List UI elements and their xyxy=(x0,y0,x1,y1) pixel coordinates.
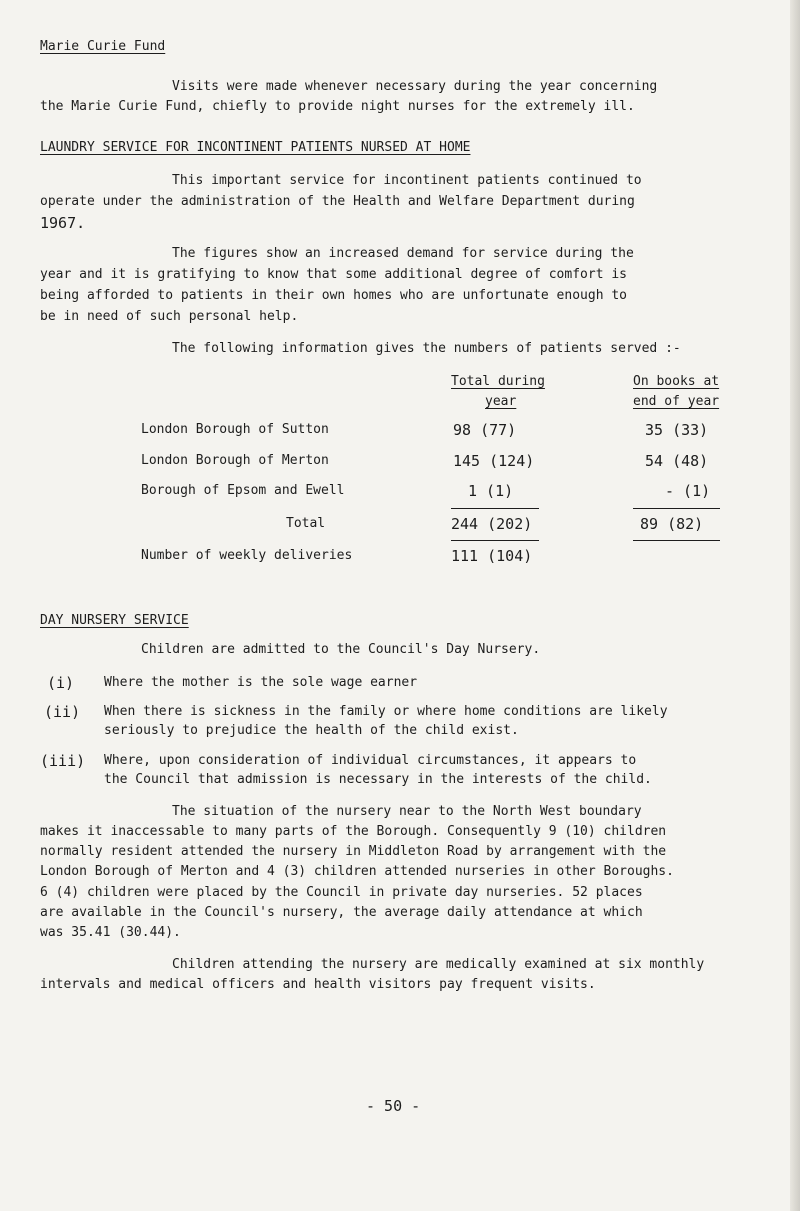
table-row-total: 98 (77) xyxy=(453,421,517,439)
weekly-deliveries-value: 111 (104) xyxy=(451,547,533,565)
table-total-value: 244 (202) xyxy=(451,515,533,533)
laundry-p1-line-2: operate under the administration of the Health and Welfare Department during xyxy=(40,194,635,209)
laundry-p1-line-1: This important service for incontinent patients continued to xyxy=(172,173,642,188)
table-row-label: Borough of Epsom and Ewell xyxy=(141,483,345,498)
day-nursery-intro: Children are admitted to the Council's Day Nursery. xyxy=(141,642,541,657)
list-item-text: seriously to prejudice the health of the child exist. xyxy=(104,723,519,738)
total-top-rule xyxy=(451,508,539,509)
day-nursery-p2-line-2: intervals and medical officers and health visitors pay frequent visits. xyxy=(40,977,596,992)
day-nursery-p1-line-7: was 35.41 (30.44). xyxy=(40,925,181,940)
list-item-marker: (i) xyxy=(47,674,75,692)
list-item-text: Where, upon consideration of individual circumstances, it appears to xyxy=(104,753,637,768)
day-nursery-p1-line-4: London Borough of Merton and 4 (3) children attended nurseries in other Boroughs. xyxy=(40,864,674,879)
table-row-books: - (1) xyxy=(665,482,711,500)
table-col-books-header-1: On books at xyxy=(633,374,720,389)
table-total-books: 89 (82) xyxy=(640,515,704,533)
laundry-p2-line-3: being afforded to patients in their own homes who are unfortunate enough to xyxy=(40,288,627,303)
marie-curie-heading: Marie Curie Fund xyxy=(40,39,166,54)
table-row-books: 54 (48) xyxy=(645,452,709,470)
table-col-total-header-1: Total during xyxy=(451,374,545,389)
day-nursery-p1-line-2: makes it inaccessable to many parts of the Borough. Consequently 9 (10) children xyxy=(40,824,667,839)
day-nursery-p1-line-5: 6 (4) children were placed by the Council in private day nurseries. 52 places xyxy=(40,885,643,900)
table-col-books-header-2: end of year xyxy=(633,394,720,409)
laundry-p3: The following information gives the numbers of patients served :- xyxy=(172,341,681,356)
table-total-label: Total xyxy=(286,516,326,531)
page-edge-shadow xyxy=(790,0,800,1211)
table-col-total-header-2: year xyxy=(485,394,517,409)
laundry-p2-line-4: be in need of such personal help. xyxy=(40,309,299,324)
day-nursery-p1-line-3: normally resident attended the nursery in Middleton Road by arrangement with the xyxy=(40,844,667,859)
laundry-p2-line-2: year and it is gratifying to know that some additional degree of comfort is xyxy=(40,267,627,282)
list-item-text: Where the mother is the sole wage earner xyxy=(104,675,418,690)
list-item-marker: (iii) xyxy=(40,752,86,770)
day-nursery-p1-line-6: are available in the Council's nursery, the average daily attendance at which xyxy=(40,905,643,920)
books-top-rule xyxy=(633,508,720,509)
marie-curie-paragraph-line-1: Visits were made whenever necessary during the year concerning xyxy=(172,79,658,94)
list-item-text: the Council that admission is necessary in the interests of the child. xyxy=(104,772,652,787)
table-row-label: London Borough of Sutton xyxy=(141,422,329,437)
laundry-heading: LAUNDRY SERVICE FOR INCONTINENT PATIENTS NURSED AT HOME xyxy=(40,140,471,155)
list-item-marker: (ii) xyxy=(44,703,81,721)
table-row-books: 35 (33) xyxy=(645,421,709,439)
books-bottom-rule xyxy=(633,540,720,541)
marie-curie-paragraph-line-2: the Marie Curie Fund, chiefly to provide night nurses for the extremely ill. xyxy=(40,99,635,114)
day-nursery-heading: DAY NURSERY SERVICE xyxy=(40,613,189,628)
laundry-p2-line-1: The figures show an increased demand for service during the xyxy=(172,246,634,261)
table-row-label: London Borough of Merton xyxy=(141,453,329,468)
page-number: - 50 - xyxy=(366,1097,421,1115)
day-nursery-p1-line-1: The situation of the nursery near to the North West boundary xyxy=(172,804,642,819)
list-item-text: When there is sickness in the family or where home conditions are likely xyxy=(104,704,668,719)
weekly-deliveries-label: Number of weekly deliveries xyxy=(141,548,353,563)
table-row-total: 145 (124) xyxy=(453,452,535,470)
total-bottom-rule xyxy=(451,540,539,541)
table-row-total: 1 (1) xyxy=(468,482,514,500)
day-nursery-p2-line-1: Children attending the nursery are medically examined at six monthly xyxy=(172,957,705,972)
laundry-p1-line-3: 1967. xyxy=(40,214,86,232)
